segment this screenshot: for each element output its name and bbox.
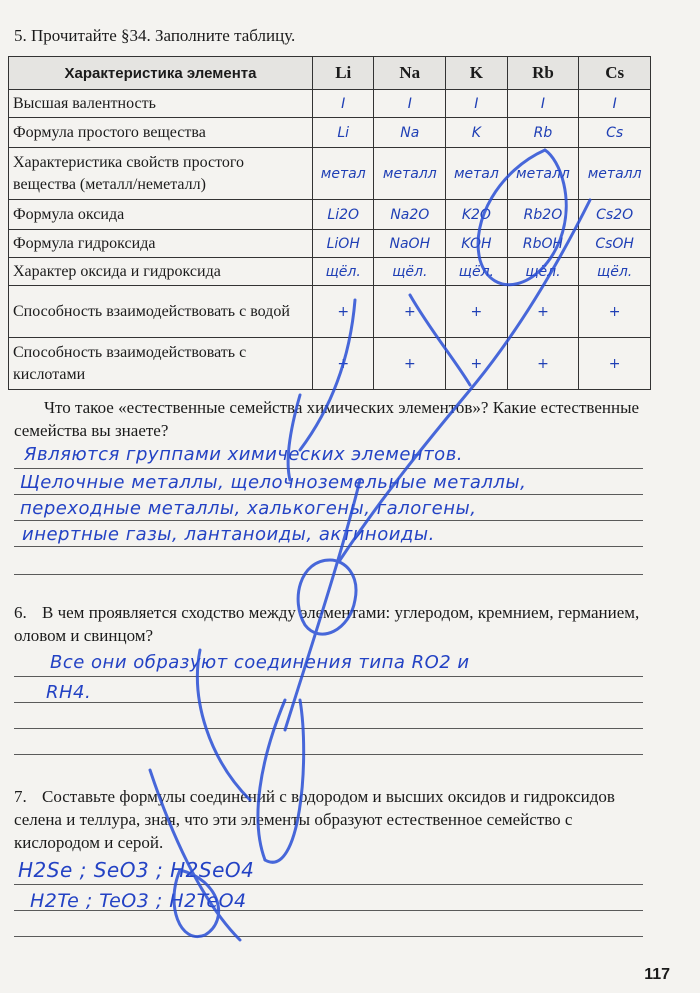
answer-line bbox=[14, 468, 643, 469]
handwritten-cell: + bbox=[374, 338, 446, 390]
handwritten-cell: I bbox=[507, 90, 579, 118]
handwritten-cell: CsOH bbox=[579, 230, 651, 258]
handwritten-cell: щёл. bbox=[579, 258, 651, 286]
handwritten-cell: метал bbox=[313, 148, 374, 200]
handwritten-cell: щёл. bbox=[374, 258, 446, 286]
handwritten-cell: + bbox=[446, 338, 507, 390]
answer-line bbox=[14, 546, 643, 547]
task-5-title: 5. Прочитайте §34. Заполните таблицу. bbox=[14, 26, 296, 45]
handwritten-cell: металл bbox=[507, 148, 579, 200]
task-6-question-text: В чем проявляется сходство между элементами: углеродом, кремнием, германием, оловом и свинцом? bbox=[14, 603, 640, 645]
answer-line bbox=[14, 574, 643, 575]
handwritten-cell: I bbox=[374, 90, 446, 118]
handwritten-cell: металл bbox=[579, 148, 651, 200]
handwritten-cell: K2O bbox=[446, 200, 507, 230]
handwritten-cell: Cs2O bbox=[579, 200, 651, 230]
handwritten-cell: Na bbox=[374, 118, 446, 148]
handwritten-cell: Rb2O bbox=[507, 200, 579, 230]
handwritten-cell: + bbox=[446, 286, 507, 338]
handwritten-cell: Na2O bbox=[374, 200, 446, 230]
row-label: Характеристика свойств простого вещества (металл/неметалл) bbox=[9, 148, 313, 200]
handwritten-cell: KOH bbox=[446, 230, 507, 258]
task-7-question bbox=[14, 786, 646, 855]
handwritten-cell: Li2O bbox=[313, 200, 374, 230]
handwritten-answer: H2Te ; TeO3 ; H2TeO4 bbox=[30, 890, 247, 912]
header-element: Na bbox=[374, 57, 446, 90]
handwritten-cell: металл bbox=[374, 148, 446, 200]
handwritten-cell: + bbox=[313, 338, 374, 390]
header-element: Rb bbox=[507, 57, 579, 90]
row-label: Способность взаимодействовать с кислотами bbox=[9, 338, 313, 390]
row-label: Способность взаимодействовать с водой bbox=[9, 286, 313, 338]
handwritten-cell: метал bbox=[446, 148, 507, 200]
answer-line bbox=[14, 936, 643, 937]
header-characteristic: Характеристика элемента bbox=[9, 57, 313, 90]
handwritten-cell: I bbox=[446, 90, 507, 118]
handwritten-cell: + bbox=[579, 338, 651, 390]
table-row bbox=[9, 338, 651, 390]
answer-line bbox=[14, 676, 643, 677]
table-row bbox=[9, 90, 651, 118]
handwritten-answer: переходные металлы, халькогены, галогены, bbox=[20, 498, 477, 519]
row-label: Формула простого вещества bbox=[9, 118, 313, 148]
answer-line bbox=[14, 754, 643, 755]
handwritten-cell: LiOH bbox=[313, 230, 374, 258]
handwritten-answer: RH4. bbox=[46, 682, 92, 703]
handwritten-cell: Cs bbox=[579, 118, 651, 148]
answer-line bbox=[14, 494, 643, 495]
handwritten-cell: Li bbox=[313, 118, 374, 148]
table-row bbox=[9, 230, 651, 258]
handwritten-cell: щёл. bbox=[313, 258, 374, 286]
handwritten-cell: Rb bbox=[507, 118, 579, 148]
handwritten-cell: RbOH bbox=[507, 230, 579, 258]
page-number: 117 bbox=[644, 966, 670, 983]
table-row bbox=[9, 258, 651, 286]
handwritten-answer: Все они образуют соединения типа RO2 и bbox=[50, 652, 470, 673]
row-label: Высшая валентность bbox=[9, 90, 313, 118]
table-header-row bbox=[9, 57, 651, 90]
row-label: Формула оксида bbox=[9, 200, 313, 230]
answer-line bbox=[14, 884, 643, 885]
handwritten-cell: I bbox=[313, 90, 374, 118]
task-7-number: 7. bbox=[14, 787, 27, 806]
handwritten-cell: NaOH bbox=[374, 230, 446, 258]
task-5-question: Что такое «естественные семейства химических элементов»? Какие естественные семейства вы знаете? bbox=[14, 398, 640, 440]
table-row bbox=[9, 286, 651, 338]
task-7-question-text: Составьте формулы соединений с водородом и высших оксидов и гидроксидов селена и теллура, зная, что эти элементы образуют естественное семейство с кислородом и серой. bbox=[14, 787, 615, 852]
handwritten-answer: инертные газы, лантаноиды, актиноиды. bbox=[22, 524, 435, 545]
table-row bbox=[9, 148, 651, 200]
header-element: K bbox=[446, 57, 507, 90]
answer-line bbox=[14, 520, 643, 521]
handwritten-cell: + bbox=[313, 286, 374, 338]
handwritten-cell: щёл. bbox=[446, 258, 507, 286]
table-row bbox=[9, 200, 651, 230]
handwritten-cell: + bbox=[374, 286, 446, 338]
task-6-number: 6. bbox=[14, 603, 27, 622]
handwritten-cell: + bbox=[507, 338, 579, 390]
row-label: Формула гидроксида bbox=[9, 230, 313, 258]
handwritten-cell: щёл. bbox=[507, 258, 579, 286]
elements-table bbox=[8, 56, 651, 390]
answer-line bbox=[14, 702, 643, 703]
header-element: Li bbox=[313, 57, 374, 90]
handwritten-cell: K bbox=[446, 118, 507, 148]
task-6-question bbox=[14, 602, 646, 648]
handwritten-cell: I bbox=[579, 90, 651, 118]
header-element: Cs bbox=[579, 57, 651, 90]
row-label: Характер оксида и гидроксида bbox=[9, 258, 313, 286]
answer-line bbox=[14, 728, 643, 729]
handwritten-answer: H2Se ; SeO3 ; H2SeO4 bbox=[18, 858, 255, 882]
handwritten-cell: + bbox=[579, 286, 651, 338]
handwritten-answer: Являются группами химических элементов. bbox=[24, 444, 464, 465]
table-row bbox=[9, 118, 651, 148]
handwritten-answer: Щелочные металлы, щелочноземельные металлы, bbox=[20, 472, 527, 493]
handwritten-cell: + bbox=[507, 286, 579, 338]
